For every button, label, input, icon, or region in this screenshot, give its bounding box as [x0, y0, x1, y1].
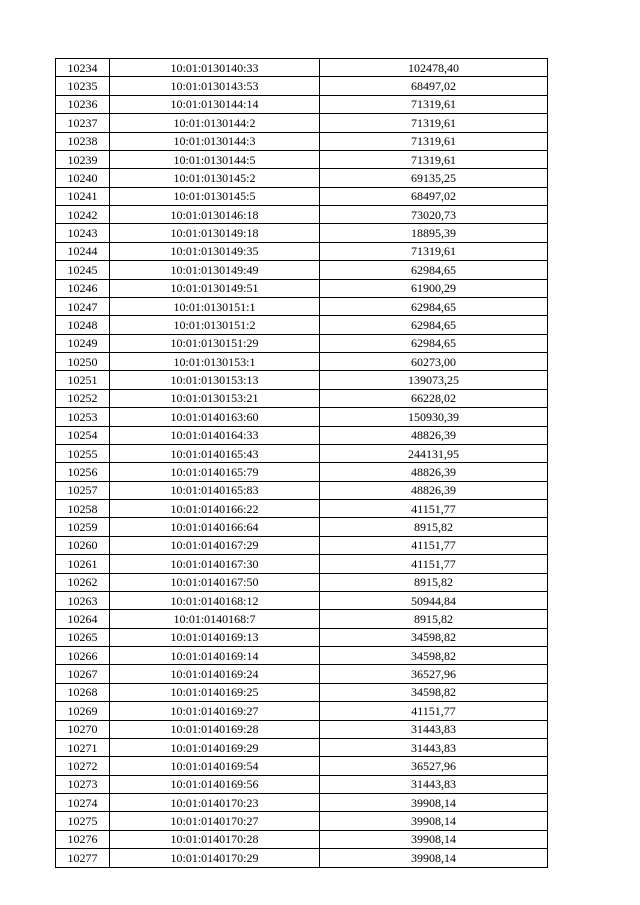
- table-row: [56, 628, 548, 646]
- value-cell: 62984,65: [320, 334, 548, 352]
- table-row: [56, 261, 548, 279]
- value-cell: 71319,61: [320, 114, 548, 132]
- value-cell: 8915,82: [320, 573, 548, 591]
- row-number-cell: 10248: [56, 316, 110, 334]
- cadastral-number-cell: 10:01:0130140:33: [110, 59, 320, 77]
- value-cell: 71319,61: [320, 242, 548, 260]
- row-number-cell: 10276: [56, 830, 110, 848]
- value-cell: 36527,96: [320, 757, 548, 775]
- row-number-cell: 10256: [56, 463, 110, 481]
- table-row: [56, 389, 548, 407]
- table-row: [56, 500, 548, 518]
- row-number-cell: 10244: [56, 242, 110, 260]
- value-cell: 48826,39: [320, 481, 548, 499]
- row-number-cell: 10257: [56, 481, 110, 499]
- table-row: [56, 169, 548, 187]
- table-row: [56, 665, 548, 683]
- row-number-cell: 10270: [56, 720, 110, 738]
- row-number-cell: 10237: [56, 114, 110, 132]
- value-cell: 62984,65: [320, 316, 548, 334]
- table-row: [56, 830, 548, 848]
- row-number-cell: 10272: [56, 757, 110, 775]
- table-row: [56, 353, 548, 371]
- cadastral-number-cell: 10:01:0130144:14: [110, 95, 320, 113]
- row-number-cell: 10263: [56, 591, 110, 609]
- row-number-cell: 10235: [56, 77, 110, 95]
- cadastral-number-cell: 10:01:0140169:56: [110, 775, 320, 793]
- row-number-cell: 10264: [56, 610, 110, 628]
- cadastral-number-cell: 10:01:0130153:21: [110, 389, 320, 407]
- row-number-cell: 10242: [56, 206, 110, 224]
- table-row: [56, 279, 548, 297]
- value-cell: 244131,95: [320, 444, 548, 462]
- cadastral-number-cell: 10:01:0140169:28: [110, 720, 320, 738]
- table-row: [56, 481, 548, 499]
- cadastral-number-cell: 10:01:0140167:30: [110, 555, 320, 573]
- cadastral-number-cell: 10:01:0130144:5: [110, 150, 320, 168]
- table-row: [56, 297, 548, 315]
- value-cell: 150930,39: [320, 408, 548, 426]
- value-cell: 8915,82: [320, 518, 548, 536]
- cadastral-number-cell: 10:01:0140166:64: [110, 518, 320, 536]
- cadastral-number-cell: 10:01:0140170:27: [110, 812, 320, 830]
- table-row: [56, 775, 548, 793]
- row-number-cell: 10245: [56, 261, 110, 279]
- value-cell: 39908,14: [320, 830, 548, 848]
- row-number-cell: 10239: [56, 150, 110, 168]
- row-number-cell: 10252: [56, 389, 110, 407]
- row-number-cell: 10262: [56, 573, 110, 591]
- value-cell: 39908,14: [320, 812, 548, 830]
- table-row: [56, 316, 548, 334]
- value-cell: 60273,00: [320, 353, 548, 371]
- cadastral-number-cell: 10:01:0130144:2: [110, 114, 320, 132]
- table-row: [56, 426, 548, 444]
- cadastral-number-cell: 10:01:0140169:29: [110, 738, 320, 756]
- cadastral-number-cell: 10:01:0140169:13: [110, 628, 320, 646]
- row-number-cell: 10267: [56, 665, 110, 683]
- cadastral-number-cell: 10:01:0140170:29: [110, 849, 320, 867]
- cadastral-number-cell: 10:01:0140170:23: [110, 794, 320, 812]
- value-cell: 71319,61: [320, 95, 548, 113]
- row-number-cell: 10234: [56, 59, 110, 77]
- table-row: [56, 59, 548, 77]
- value-cell: 34598,82: [320, 647, 548, 665]
- row-number-cell: 10271: [56, 738, 110, 756]
- value-cell: 62984,65: [320, 261, 548, 279]
- cadastral-number-cell: 10:01:0140165:43: [110, 444, 320, 462]
- table-body: [56, 59, 548, 868]
- cadastral-number-cell: 10:01:0130146:18: [110, 206, 320, 224]
- table-row: [56, 408, 548, 426]
- row-number-cell: 10247: [56, 297, 110, 315]
- value-cell: 31443,83: [320, 720, 548, 738]
- row-number-cell: 10255: [56, 444, 110, 462]
- cadastral-number-cell: 10:01:0140167:50: [110, 573, 320, 591]
- row-number-cell: 10238: [56, 132, 110, 150]
- cadastral-number-cell: 10:01:0140168:7: [110, 610, 320, 628]
- value-cell: 48826,39: [320, 463, 548, 481]
- value-cell: 31443,83: [320, 738, 548, 756]
- table-row: [56, 206, 548, 224]
- value-cell: 41151,77: [320, 702, 548, 720]
- table-row: [56, 132, 548, 150]
- value-cell: 66228,02: [320, 389, 548, 407]
- value-cell: 62984,65: [320, 297, 548, 315]
- cadastral-number-cell: 10:01:0140163:60: [110, 408, 320, 426]
- cadastral-number-cell: 10:01:0140164:33: [110, 426, 320, 444]
- row-number-cell: 10275: [56, 812, 110, 830]
- row-number-cell: 10258: [56, 500, 110, 518]
- table-row: [56, 536, 548, 554]
- cadastral-number-cell: 10:01:0130153:13: [110, 371, 320, 389]
- table-row: [56, 683, 548, 701]
- cadastral-number-cell: 10:01:0140169:14: [110, 647, 320, 665]
- value-cell: 41151,77: [320, 555, 548, 573]
- cadastral-number-cell: 10:01:0130144:3: [110, 132, 320, 150]
- row-number-cell: 10259: [56, 518, 110, 536]
- table-row: [56, 610, 548, 628]
- cadastral-number-cell: 10:01:0140168:12: [110, 591, 320, 609]
- row-number-cell: 10268: [56, 683, 110, 701]
- value-cell: 36527,96: [320, 665, 548, 683]
- value-cell: 102478,40: [320, 59, 548, 77]
- cadastral-number-cell: 10:01:0130151:2: [110, 316, 320, 334]
- table-row: [56, 849, 548, 867]
- table-row: [56, 444, 548, 462]
- row-number-cell: 10265: [56, 628, 110, 646]
- row-number-cell: 10277: [56, 849, 110, 867]
- row-number-cell: 10241: [56, 187, 110, 205]
- value-cell: 61900,29: [320, 279, 548, 297]
- value-cell: 41151,77: [320, 536, 548, 554]
- table-row: [56, 114, 548, 132]
- row-number-cell: 10236: [56, 95, 110, 113]
- value-cell: 34598,82: [320, 683, 548, 701]
- cadastral-number-cell: 10:01:0130151:29: [110, 334, 320, 352]
- value-cell: 39908,14: [320, 794, 548, 812]
- row-number-cell: 10254: [56, 426, 110, 444]
- table-row: [56, 334, 548, 352]
- value-cell: 39908,14: [320, 849, 548, 867]
- cadastral-number-cell: 10:01:0140166:22: [110, 500, 320, 518]
- cadastral-number-cell: 10:01:0130149:18: [110, 224, 320, 242]
- value-cell: 139073,25: [320, 371, 548, 389]
- table-row: [56, 95, 548, 113]
- row-number-cell: 10260: [56, 536, 110, 554]
- value-cell: 68497,02: [320, 77, 548, 95]
- value-cell: 41151,77: [320, 500, 548, 518]
- table-row: [56, 371, 548, 389]
- value-cell: 8915,82: [320, 610, 548, 628]
- value-cell: 71319,61: [320, 150, 548, 168]
- cadastral-number-cell: 10:01:0130151:1: [110, 297, 320, 315]
- value-cell: 69135,25: [320, 169, 548, 187]
- table-row: [56, 738, 548, 756]
- cadastral-number-cell: 10:01:0140169:24: [110, 665, 320, 683]
- value-cell: 34598,82: [320, 628, 548, 646]
- value-cell: 31443,83: [320, 775, 548, 793]
- table-row: [56, 150, 548, 168]
- table-row: [56, 224, 548, 242]
- table-row: [56, 518, 548, 536]
- cadastral-number-cell: 10:01:0140169:54: [110, 757, 320, 775]
- table-row: [56, 720, 548, 738]
- value-cell: 73020,73: [320, 206, 548, 224]
- value-cell: 18895,39: [320, 224, 548, 242]
- cadastral-number-cell: 10:01:0130145:5: [110, 187, 320, 205]
- row-number-cell: 10243: [56, 224, 110, 242]
- row-number-cell: 10273: [56, 775, 110, 793]
- value-cell: 71319,61: [320, 132, 548, 150]
- cadastral-number-cell: 10:01:0130143:53: [110, 77, 320, 95]
- table-row: [56, 77, 548, 95]
- table-row: [56, 794, 548, 812]
- value-cell: 50944,84: [320, 591, 548, 609]
- cadastral-number-cell: 10:01:0140169:27: [110, 702, 320, 720]
- table-row: [56, 591, 548, 609]
- cadastral-value-table: [55, 58, 548, 868]
- cadastral-number-cell: 10:01:0140170:28: [110, 830, 320, 848]
- cadastral-number-cell: 10:01:0140169:25: [110, 683, 320, 701]
- cadastral-number-cell: 10:01:0130149:51: [110, 279, 320, 297]
- row-number-cell: 10250: [56, 353, 110, 371]
- table-row: [56, 187, 548, 205]
- cadastral-number-cell: 10:01:0130149:35: [110, 242, 320, 260]
- row-number-cell: 10253: [56, 408, 110, 426]
- table-row: [56, 647, 548, 665]
- table-row: [56, 757, 548, 775]
- table-row: [56, 463, 548, 481]
- value-cell: 68497,02: [320, 187, 548, 205]
- row-number-cell: 10274: [56, 794, 110, 812]
- row-number-cell: 10249: [56, 334, 110, 352]
- row-number-cell: 10246: [56, 279, 110, 297]
- row-number-cell: 10240: [56, 169, 110, 187]
- table-row: [56, 242, 548, 260]
- row-number-cell: 10251: [56, 371, 110, 389]
- cadastral-number-cell: 10:01:0140167:29: [110, 536, 320, 554]
- cadastral-number-cell: 10:01:0130149:49: [110, 261, 320, 279]
- cadastral-number-cell: 10:01:0130145:2: [110, 169, 320, 187]
- cadastral-number-cell: 10:01:0130153:1: [110, 353, 320, 371]
- table-row: [56, 812, 548, 830]
- row-number-cell: 10269: [56, 702, 110, 720]
- table-row: [56, 555, 548, 573]
- table-row: [56, 573, 548, 591]
- value-cell: 48826,39: [320, 426, 548, 444]
- cadastral-number-cell: 10:01:0140165:79: [110, 463, 320, 481]
- cadastral-number-cell: 10:01:0140165:83: [110, 481, 320, 499]
- table-row: [56, 702, 548, 720]
- row-number-cell: 10261: [56, 555, 110, 573]
- row-number-cell: 10266: [56, 647, 110, 665]
